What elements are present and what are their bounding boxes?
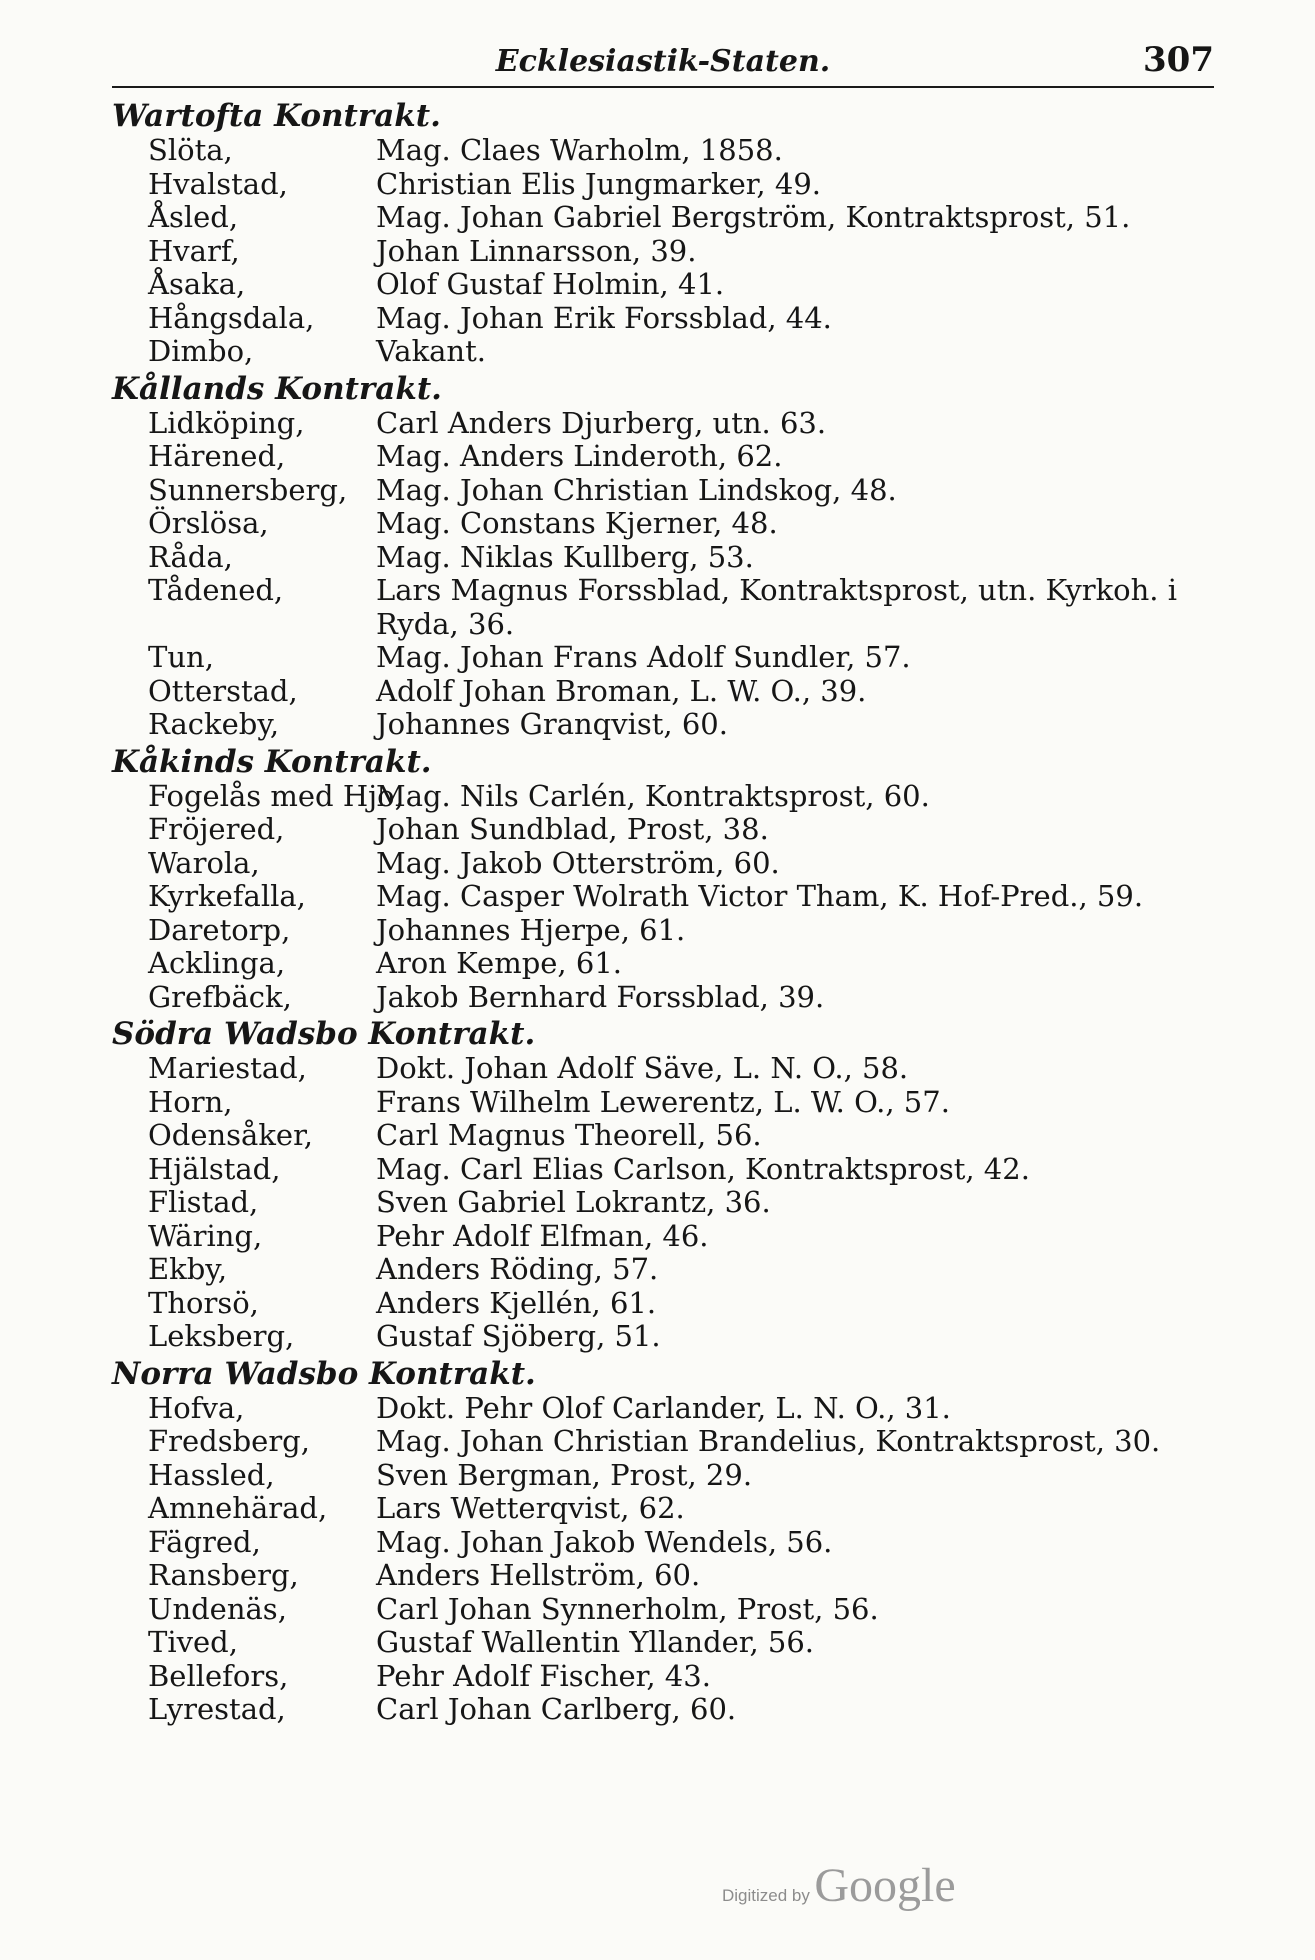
parish-name: Åsled, [148, 200, 239, 234]
parish-name: Hassled, [148, 1457, 275, 1492]
parish-entry [112, 675, 1222, 709]
incumbent: Mag. Johan Christian Brandelius, Kontraktsprost, 30. [376, 1424, 1161, 1458]
incumbent: Mag. Casper Wolrath Victor Tham, K. Hof-Pred., 59. [376, 879, 1144, 913]
incumbent: Mag. Johan Gabriel Bergström, Kontraktsprost, 51. [376, 200, 1131, 234]
parish-entry [112, 947, 1222, 981]
parish-entry [112, 813, 1222, 847]
incumbent: Carl Magnus Theorell, 56. [376, 1118, 762, 1152]
incumbent: Sven Bergman, Prost, 29. [376, 1457, 753, 1492]
incumbent: Anders Hellström, 60. [376, 1558, 701, 1592]
parish-name: Leksberg, [148, 1319, 295, 1353]
parish-name: Rackeby, [148, 707, 280, 741]
parish-entry [112, 1186, 1222, 1220]
incumbent: Pehr Adolf Fischer, 43. [376, 1658, 711, 1693]
parish-name: Slöta, [148, 133, 233, 167]
incumbent: Mag. Anders Linderoth, 62. [376, 439, 783, 473]
parish-entry [112, 1693, 1222, 1727]
parish-entry [112, 507, 1222, 541]
section-title: Norra Wadsbo Kontrakt. [112, 1355, 536, 1392]
digitized-label: Digitized by [722, 1886, 810, 1905]
incumbent: Gustaf Sjöberg, 51. [376, 1319, 661, 1353]
parish-name: Tived, [148, 1625, 238, 1659]
parish-entry [112, 440, 1222, 474]
parish-name: Lyrestad, [148, 1692, 286, 1726]
incumbent: Johan Sundblad, Prost, 38. [376, 812, 769, 846]
parish-entry [112, 201, 1222, 235]
incumbent: Mag. Johan Erik Forssblad, 44. [376, 300, 832, 335]
parish-entry [112, 541, 1222, 575]
parish-name: Tådened, [148, 573, 284, 607]
incumbent: Lars Magnus Forssblad, Kontraktsprost, utn. Kyrkoh. i Ryda, 36. [376, 573, 1177, 641]
incumbent: Gustaf Wallentin Yllander, 56. [376, 1625, 815, 1659]
parish-entry [112, 1526, 1222, 1560]
parish-name: Amnehärad, [148, 1491, 328, 1525]
parish-entry [112, 474, 1222, 508]
parish-entry [112, 880, 1222, 914]
page-number: 307 [1143, 40, 1214, 80]
incumbent: Sven Gabriel Lokrantz, 36. [376, 1185, 771, 1219]
parish-entry [112, 1220, 1222, 1254]
section-title: Kållands Kontrakt. [112, 370, 442, 407]
parish-entry [112, 708, 1222, 742]
incumbent: Dokt. Pehr Olof Carlander, L. N. O., 31. [376, 1390, 951, 1425]
parish-entry [112, 235, 1222, 269]
parish-entry [112, 268, 1222, 302]
parish-name: Åsaka, [148, 267, 246, 301]
incumbent: Aron Kempe, 61. [376, 946, 622, 980]
parish-entry [112, 1086, 1222, 1120]
parish-entry [112, 1119, 1222, 1153]
parish-name: Hvalstad, [148, 166, 288, 201]
parish-entry [112, 1052, 1222, 1086]
incumbent: Carl Johan Carlberg, 60. [376, 1692, 737, 1726]
parish-name: Warola, [148, 845, 260, 880]
parish-entry [112, 1660, 1222, 1694]
incumbent: Mag. Johan Jakob Wendels, 56. [376, 1524, 833, 1559]
parish-name: Acklinga, [148, 946, 286, 980]
digitized-by-watermark [722, 1858, 956, 1913]
parish-entry [112, 302, 1222, 336]
parish-entry [112, 134, 1222, 168]
section-title: Kåkinds Kontrakt. [112, 743, 432, 780]
parish-entry [112, 1320, 1222, 1354]
parish-name: Flistad, [148, 1185, 259, 1219]
incumbent: Johannes Granqvist, 60. [376, 707, 728, 741]
incumbent: Mag. Constans Kjerner, 48. [376, 506, 778, 540]
incumbent: Jakob Bernhard Forssblad, 39. [376, 979, 825, 1014]
parish-name: Mariestad, [148, 1051, 307, 1085]
contract-section [112, 1356, 1222, 1727]
incumbent: Carl Johan Synnerholm, Prost, 56. [376, 1591, 879, 1626]
parish-name: Lidköping, [148, 405, 305, 440]
incumbent: Vakant. [376, 334, 486, 368]
parish-entry [112, 1287, 1222, 1321]
incumbent: Anders Kjellén, 61. [376, 1285, 657, 1320]
parish-name: Horn, [148, 1084, 233, 1119]
parish-entry [112, 1459, 1222, 1493]
running-title: Ecklesiastik-Staten. [495, 44, 831, 79]
incumbent: Mag. Carl Elias Carlson, Kontraktsprost, 42. [376, 1151, 1030, 1186]
section-title: Wartofta Kontrakt. [112, 98, 441, 134]
parish-name: Fogelås med Hjo, [148, 778, 404, 813]
parish-entry [112, 1425, 1222, 1459]
incumbent: Frans Wilhelm Lewerentz, L. W. O., 57. [376, 1084, 950, 1119]
parish-entry [112, 1626, 1222, 1660]
parish-name: Bellefors, [148, 1658, 289, 1693]
parish-entry [112, 981, 1222, 1015]
parish-entry [112, 407, 1222, 441]
incumbent: Mag. Johan Frans Adolf Sundler, 57. [376, 640, 911, 674]
parish-entry [112, 1153, 1222, 1187]
incumbent: Olof Gustaf Holmin, 41. [376, 267, 725, 301]
incumbent: Carl Anders Djurberg, utn. 63. [376, 405, 827, 440]
clergy-list [112, 96, 1222, 1727]
parish-name: Grefbäck, [148, 979, 292, 1014]
parish-name: Dimbo, [148, 334, 254, 368]
parish-entry [112, 1559, 1222, 1593]
parish-name: Odensåker, [148, 1118, 313, 1152]
incumbent: Mag. Jakob Otterström, 60. [376, 845, 780, 880]
parish-entry [112, 641, 1222, 675]
incumbent: Lars Wetterqvist, 62. [376, 1491, 685, 1525]
parish-entry [112, 1392, 1222, 1426]
parish-entry [112, 1593, 1222, 1627]
parish-entry [112, 335, 1222, 369]
parish-name: Daretorp, [148, 912, 291, 947]
parish-name: Thorsö, [148, 1285, 259, 1320]
contract-section [112, 98, 1222, 369]
parish-name: Wäring, [148, 1218, 263, 1253]
parish-name: Hvarf, [148, 233, 240, 268]
incumbent: Dokt. Johan Adolf Säve, L. N. O., 58. [376, 1051, 909, 1085]
incumbent: Christian Elis Jungmarker, 49. [376, 166, 821, 201]
parish-entry [112, 847, 1222, 881]
incumbent: Adolf Johan Broman, L. W. O., 39. [376, 673, 867, 708]
parish-name: Fredsberg, [148, 1424, 310, 1458]
parish-entry [112, 168, 1222, 202]
incumbent: Mag. Johan Christian Lindskog, 48. [376, 472, 897, 507]
parish-name: Sunnersberg, [148, 472, 348, 507]
incumbent: Mag. Nils Carlén, Kontraktsprost, 60. [376, 778, 930, 813]
contract-section [112, 1016, 1222, 1354]
incumbent: Pehr Adolf Elfman, 46. [376, 1218, 709, 1253]
parish-entry [112, 574, 1222, 641]
parish-name: Hångsdala, [148, 300, 315, 335]
parish-name: Råda, [148, 539, 233, 574]
parish-name: Fägred, [148, 1524, 261, 1559]
parish-entry [112, 780, 1222, 814]
parish-entry [112, 1253, 1222, 1287]
parish-name: Fröjered, [148, 812, 285, 846]
incumbent: Johan Linnarsson, 39. [376, 233, 697, 268]
parish-name: Undenäs, [148, 1591, 287, 1626]
incumbent: Mag. Claes Warholm, 1858. [376, 133, 783, 167]
parish-name: Kyrkefalla, [148, 879, 306, 913]
parish-name: Ekby, [148, 1252, 228, 1286]
contract-section [112, 744, 1222, 1015]
parish-entry [112, 914, 1222, 948]
contract-section [112, 371, 1222, 742]
section-title: Södra Wadsbo Kontrakt. [112, 1016, 536, 1052]
google-logo: Google [814, 1859, 956, 1912]
parish-name: Tun, [148, 640, 214, 674]
parish-name: Ransberg, [148, 1558, 299, 1592]
parish-name: Örslösa, [148, 506, 269, 540]
incumbent: Mag. Niklas Kullberg, 53. [376, 539, 754, 574]
parish-name: Hofva, [148, 1390, 245, 1425]
incumbent: Johannes Hjerpe, 61. [376, 912, 686, 947]
incumbent: Anders Röding, 57. [376, 1252, 659, 1286]
parish-name: Hjälstad, [148, 1151, 281, 1186]
parish-name: Härened, [148, 439, 286, 473]
parish-entry [112, 1492, 1222, 1526]
parish-name: Otterstad, [148, 673, 298, 708]
page-header [112, 36, 1214, 88]
